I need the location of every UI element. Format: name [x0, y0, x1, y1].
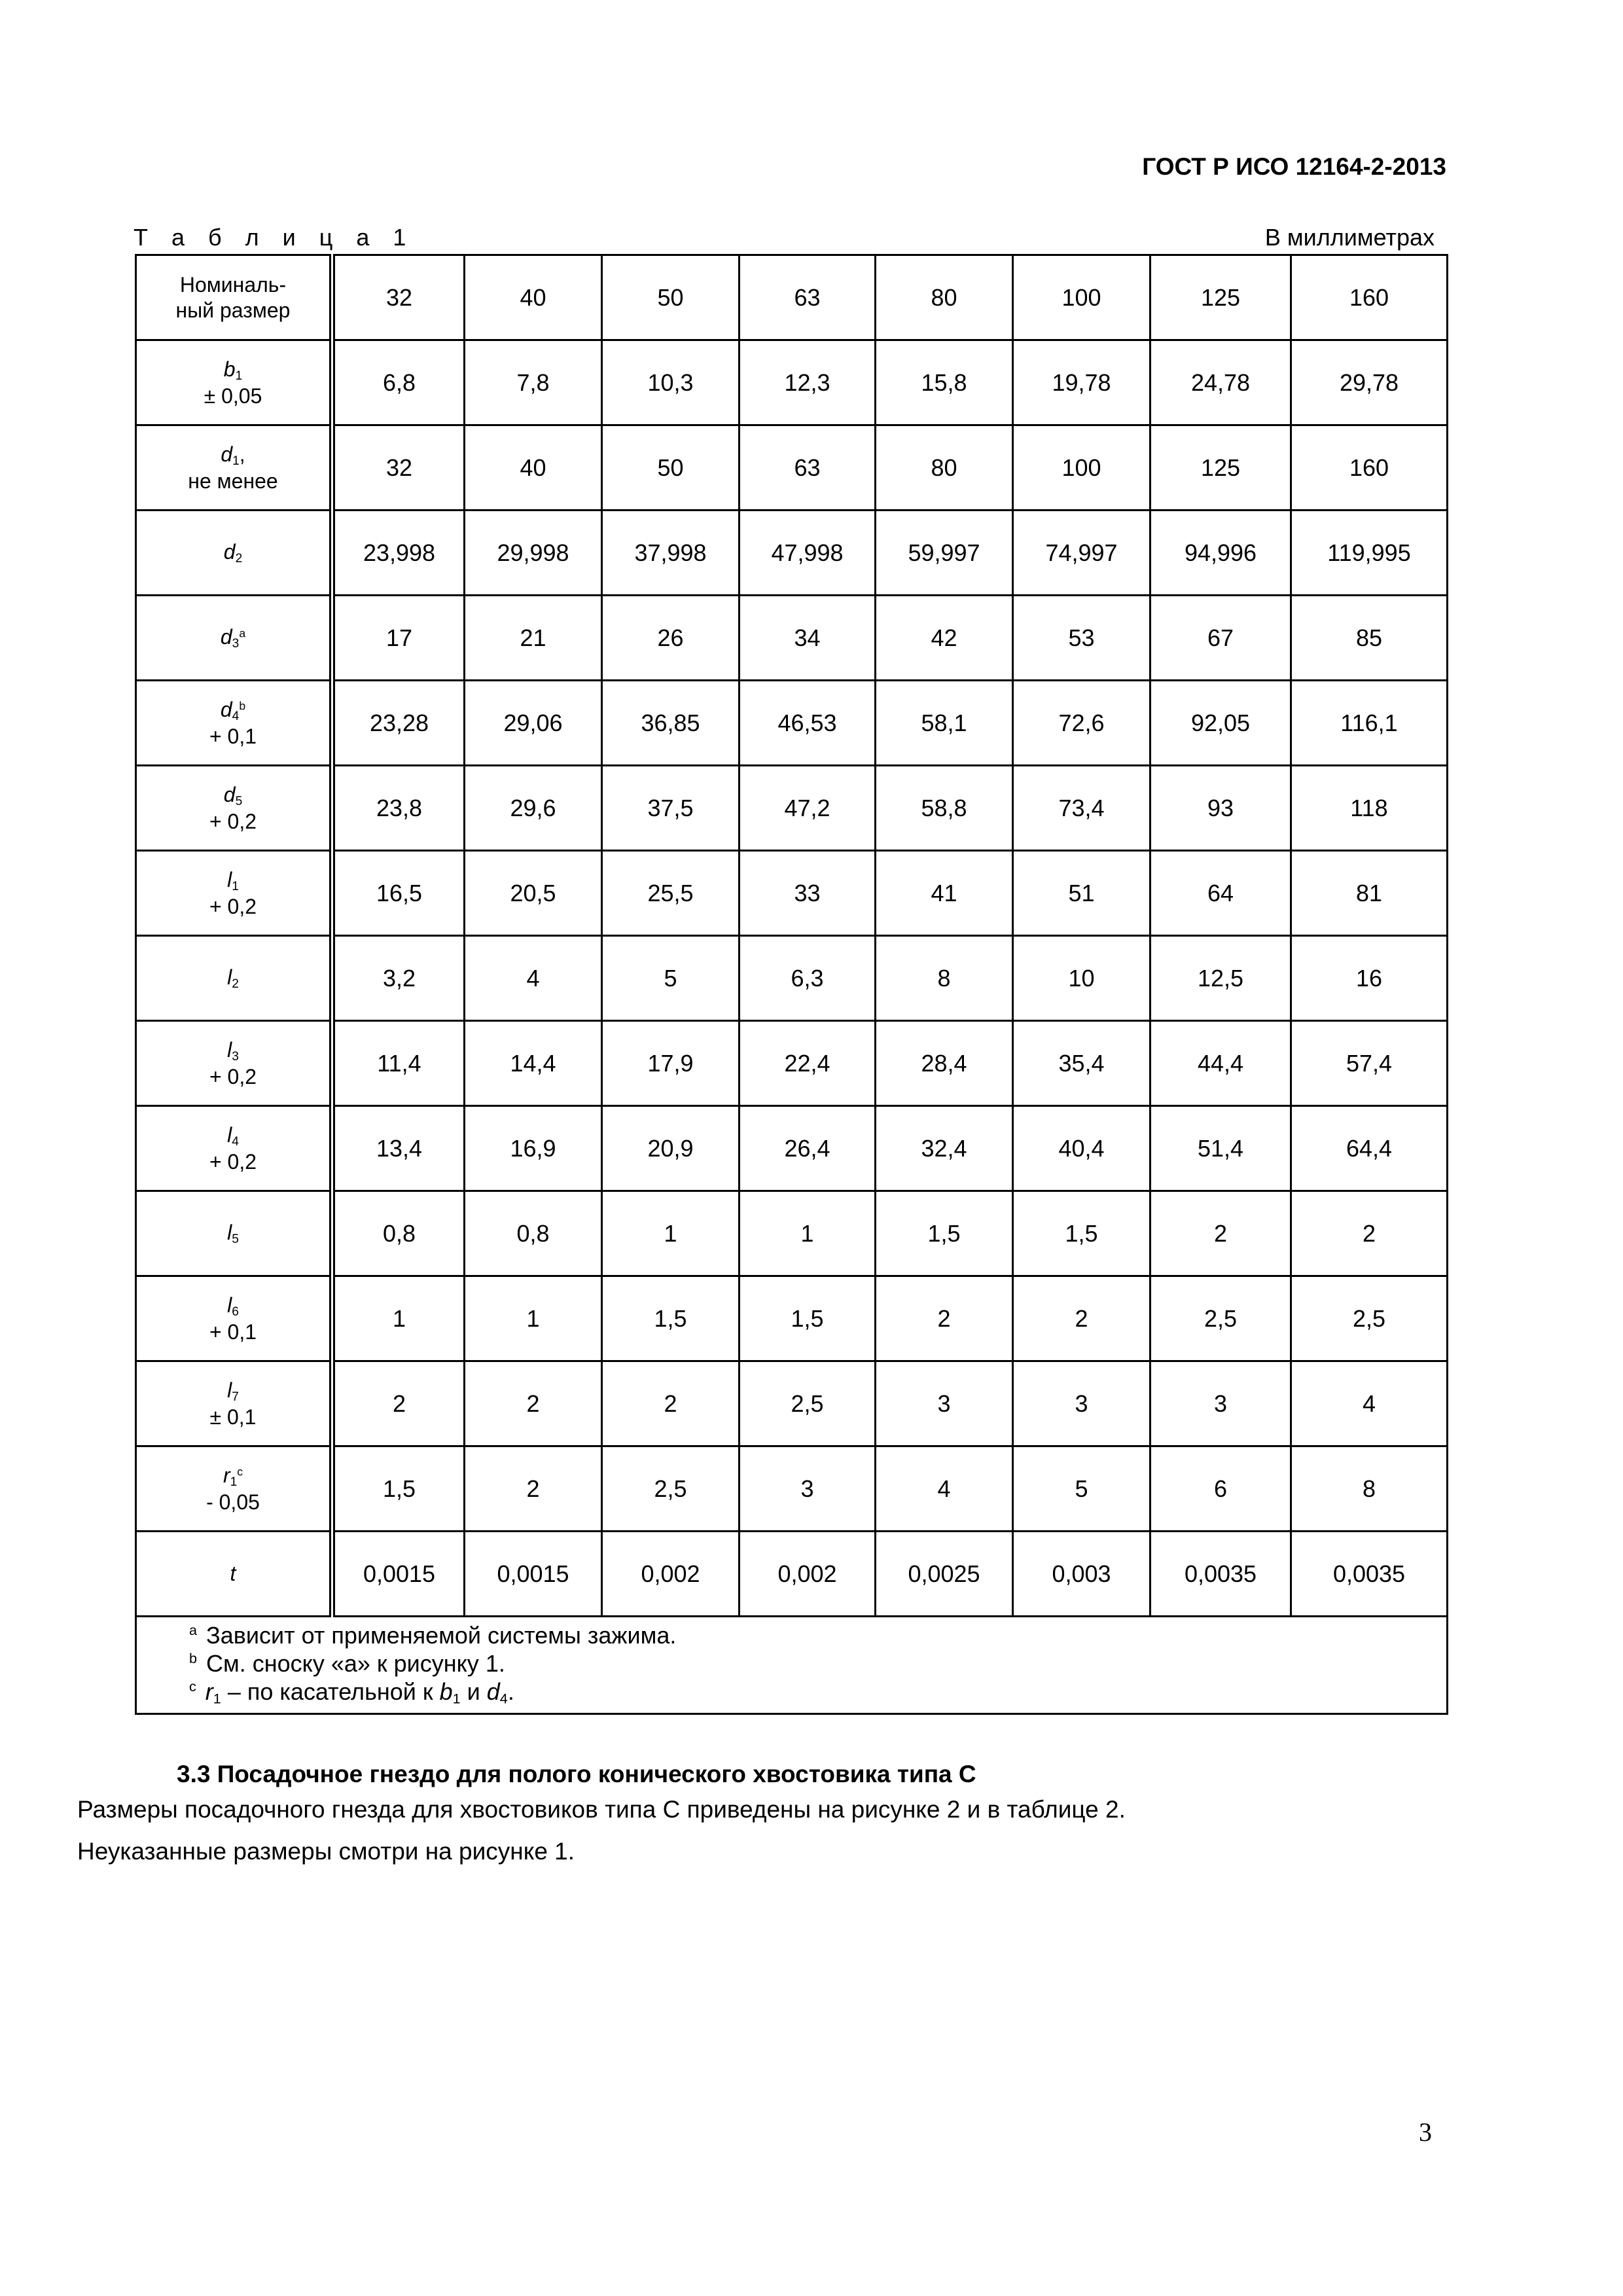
table-cell: 58,8	[876, 766, 1013, 851]
table-cell: 36,85	[602, 681, 740, 766]
table-cell: 0,0025	[876, 1532, 1013, 1617]
table-cell: 23,998	[332, 511, 465, 596]
parameter-label	[136, 1021, 332, 1106]
table-cell: 6,8	[332, 340, 465, 425]
table-cell: 0,002	[740, 1532, 876, 1617]
table-cell: 1	[740, 1191, 876, 1276]
table-cell: 0,002	[602, 1532, 740, 1617]
parameter-tolerance: + 0,1	[209, 724, 257, 748]
parameter-subscript: 2	[232, 977, 239, 991]
nominal-size-cell: 80	[876, 255, 1013, 340]
table-cell: 23,28	[332, 681, 465, 766]
parameter-subscript: 5	[235, 794, 243, 808]
parameter-tolerance: + 0,2	[209, 809, 257, 833]
note-c-sub-d: 4	[499, 1690, 508, 1707]
parameter-label	[136, 511, 332, 596]
table-cell: 3,2	[332, 936, 465, 1021]
table-row	[136, 1106, 1448, 1191]
table-cell: 25,5	[602, 851, 740, 936]
note-b-mark: b	[189, 1650, 198, 1667]
table-cell: 2	[1013, 1276, 1150, 1361]
page-number: 3	[1419, 2117, 1432, 2147]
parameter-tolerance: + 0,2	[209, 894, 257, 918]
table-cell: 16,9	[465, 1106, 602, 1191]
table-cell: 0,0035	[1150, 1532, 1291, 1617]
note-c-symbol-r: r	[205, 1678, 213, 1706]
footnote-marker: b	[239, 699, 246, 713]
parameter-label	[136, 1361, 332, 1446]
table-cell: 64,4	[1291, 1106, 1448, 1191]
parameter-label	[136, 340, 332, 425]
table-row	[136, 1446, 1448, 1532]
table-row	[136, 511, 1448, 596]
parameter-symbol: l	[227, 1122, 232, 1147]
parameter-label	[136, 681, 332, 766]
table-cell: 0,0035	[1291, 1532, 1448, 1617]
standard-header: ГОСТ Р ИСО 12164-2-2013	[1142, 153, 1446, 180]
table-cell: 81	[1291, 851, 1448, 936]
nominal-size-cell: 125	[1150, 255, 1291, 340]
dimensions-table	[135, 254, 1448, 1715]
table-cell: 29,6	[465, 766, 602, 851]
table-row	[136, 1361, 1448, 1446]
parameter-suffix: ,	[239, 442, 245, 466]
parameter-tolerance: - 0,05	[206, 1490, 260, 1514]
nominal-size-cell: 40	[465, 255, 602, 340]
table-cell: 10,3	[602, 340, 740, 425]
note-c-sub-b: 1	[452, 1690, 461, 1707]
parameter-subscript: 1	[232, 454, 240, 468]
parameter-label	[136, 766, 332, 851]
parameter-label	[136, 1446, 332, 1532]
table-cell: 51,4	[1150, 1106, 1291, 1191]
section-title: 3.3 Посадочное гнездо для полого конического хвостовика типа С	[177, 1761, 976, 1787]
table-cell: 2	[876, 1276, 1013, 1361]
parameter-symbol: l	[227, 1221, 232, 1245]
footnote-marker: c	[237, 1465, 243, 1479]
table-cell: 5	[602, 936, 740, 1021]
table-cell: 64	[1150, 851, 1291, 936]
table-cell: 4	[465, 936, 602, 1021]
table-cell: 4	[876, 1446, 1013, 1532]
nominal-size-cell: 32	[332, 255, 465, 340]
table-cell: 1	[332, 1276, 465, 1361]
table-cell: 33	[740, 851, 876, 936]
table-cell: 6	[1150, 1446, 1291, 1532]
table-row	[136, 1532, 1448, 1617]
table-cell: 119,995	[1291, 511, 1448, 596]
parameter-subscript: 6	[232, 1304, 239, 1319]
parameter-subscript: 1	[235, 368, 243, 383]
parameter-symbol: d	[221, 442, 233, 466]
table-cell: 47,2	[740, 766, 876, 851]
table-cell: 100	[1013, 425, 1150, 511]
table-cell: 72,6	[1013, 681, 1150, 766]
table-cell: 80	[876, 425, 1013, 511]
table-row	[136, 851, 1448, 936]
table-cell: 29,998	[465, 511, 602, 596]
table-cell: 6,3	[740, 936, 876, 1021]
table-cell: 47,998	[740, 511, 876, 596]
nominal-size-row	[136, 255, 1448, 340]
table-cell: 125	[1150, 425, 1291, 511]
section-paragraph-2: Неуказанные размеры смотри на рисунке 1.	[77, 1838, 575, 1865]
parameter-tolerance: не менее	[188, 469, 278, 493]
table-cell: 0,0015	[465, 1532, 602, 1617]
table-cell: 20,5	[465, 851, 602, 936]
table-cell: 21	[465, 596, 602, 681]
note-c-symbol-d: d	[486, 1678, 500, 1706]
table-cell: 40	[465, 425, 602, 511]
parameter-label	[136, 936, 332, 1021]
table-notes-row	[136, 1617, 1448, 1714]
table-cell: 32	[332, 425, 465, 511]
parameter-subscript: 5	[232, 1232, 239, 1246]
table-cell: 94,996	[1150, 511, 1291, 596]
nominal-size-cell: 50	[602, 255, 740, 340]
table-cell: 12,5	[1150, 936, 1291, 1021]
note-a-text: Зависит от применяемой системы зажима.	[206, 1622, 677, 1649]
parameter-tolerance: ± 0,1	[209, 1405, 257, 1429]
table-notes	[136, 1617, 1448, 1714]
table-cell: 17,9	[602, 1021, 740, 1106]
table-cell: 57,4	[1291, 1021, 1448, 1106]
parameter-subscript: 1	[230, 1475, 238, 1489]
table-cell: 35,4	[1013, 1021, 1150, 1106]
parameter-label	[136, 1106, 332, 1191]
table-cell: 2,5	[1150, 1276, 1291, 1361]
nominal-size-label-line2: ный размер	[175, 298, 291, 322]
table-cell: 73,4	[1013, 766, 1150, 851]
table-cell: 19,78	[1013, 340, 1150, 425]
table-row	[136, 936, 1448, 1021]
table-row	[136, 425, 1448, 511]
parameter-tolerance: + 0,2	[209, 1064, 257, 1088]
table-cell: 5	[1013, 1446, 1150, 1532]
parameter-tolerance: + 0,2	[209, 1149, 257, 1174]
parameter-subscript: 1	[232, 879, 239, 893]
parameter-symbol: d	[223, 782, 236, 806]
table-cell: 44,4	[1150, 1021, 1291, 1106]
table-cell: 53	[1013, 596, 1150, 681]
note-b-text: См. сноску «а» к рисунку 1.	[206, 1650, 505, 1677]
table-cell: 3	[1013, 1361, 1150, 1446]
table-cell: 37,5	[602, 766, 740, 851]
parameter-symbol: l	[227, 1293, 232, 1317]
table-cell: 50	[602, 425, 740, 511]
table-cell: 63	[740, 425, 876, 511]
note-c	[189, 1677, 1446, 1707]
parameter-symbol: r	[223, 1463, 230, 1487]
table-cell: 1,5	[332, 1446, 465, 1532]
table-cell: 92,05	[1150, 681, 1291, 766]
table-cell: 0,8	[332, 1191, 465, 1276]
table-cell: 15,8	[876, 340, 1013, 425]
table-cell: 160	[1291, 425, 1448, 511]
table-cell: 16,5	[332, 851, 465, 936]
nominal-size-cell: 160	[1291, 255, 1448, 340]
table-cell: 3	[1150, 1361, 1291, 1446]
parameter-subscript: 4	[232, 1134, 239, 1149]
nominal-size-cell: 100	[1013, 255, 1150, 340]
table-cell: 14,4	[465, 1021, 602, 1106]
footnote-marker: a	[239, 626, 246, 640]
table-cell: 13,4	[332, 1106, 465, 1191]
table-cell: 0,8	[465, 1191, 602, 1276]
table-row	[136, 1191, 1448, 1276]
parameter-subscript: 4	[232, 709, 240, 723]
parameter-label	[136, 1276, 332, 1361]
table-cell: 37,998	[602, 511, 740, 596]
table-cell: 29,06	[465, 681, 602, 766]
table-cell: 2	[332, 1361, 465, 1446]
parameter-label	[136, 425, 332, 511]
table-cell: 4	[1291, 1361, 1448, 1446]
table-cell: 74,997	[1013, 511, 1150, 596]
table-caption: Т а б л и ц а 1	[134, 224, 415, 251]
table-cell: 2	[465, 1361, 602, 1446]
parameter-symbol: d	[223, 540, 236, 564]
table-cell: 2,5	[740, 1361, 876, 1446]
table-cell: 20,9	[602, 1106, 740, 1191]
note-b	[189, 1649, 1446, 1677]
parameter-subscript: 7	[232, 1390, 239, 1404]
parameter-subscript: 2	[235, 551, 243, 565]
note-a-mark: a	[189, 1622, 198, 1639]
table-cell: 32,4	[876, 1106, 1013, 1191]
table-cell: 1,5	[1013, 1191, 1150, 1276]
parameter-subscript: 3	[232, 1049, 239, 1064]
table-cell: 16	[1291, 936, 1448, 1021]
parameter-symbol: d	[220, 697, 232, 721]
parameter-label	[136, 1191, 332, 1276]
table-cell: 51	[1013, 851, 1150, 936]
parameter-symbol: l	[227, 1378, 232, 1402]
table-cell: 29,78	[1291, 340, 1448, 425]
table-cell: 1,5	[876, 1191, 1013, 1276]
table-cell: 26	[602, 596, 740, 681]
table-cell: 46,53	[740, 681, 876, 766]
table-cell: 0,003	[1013, 1532, 1150, 1617]
table-cell: 11,4	[332, 1021, 465, 1106]
note-c-text3: .	[507, 1678, 514, 1706]
table-cell: 118	[1291, 766, 1448, 851]
table-cell: 1,5	[740, 1276, 876, 1361]
table-cell: 59,997	[876, 511, 1013, 596]
table-cell: 2,5	[1291, 1276, 1448, 1361]
parameter-symbol: t	[230, 1562, 236, 1586]
table-cell: 40,4	[1013, 1106, 1150, 1191]
table-cell: 0,0015	[332, 1532, 465, 1617]
table-cell: 67	[1150, 596, 1291, 681]
table-cell: 2	[1150, 1191, 1291, 1276]
table-cell: 2	[1291, 1191, 1448, 1276]
table-cell: 34	[740, 596, 876, 681]
table-cell: 26,4	[740, 1106, 876, 1191]
parameter-label	[136, 596, 332, 681]
parameter-symbol: b	[223, 357, 236, 381]
table-cell: 93	[1150, 766, 1291, 851]
table-cell: 12,3	[740, 340, 876, 425]
parameter-subscript: 3	[232, 636, 240, 651]
table-cell: 3	[740, 1446, 876, 1532]
table-cell: 8	[1291, 1446, 1448, 1532]
nominal-size-cell: 63	[740, 255, 876, 340]
parameter-symbol: l	[227, 965, 232, 990]
table-row	[136, 340, 1448, 425]
table-cell: 24,78	[1150, 340, 1291, 425]
parameter-tolerance: ± 0,05	[204, 384, 262, 408]
parameter-symbol: l	[227, 867, 232, 891]
table-cell: 10	[1013, 936, 1150, 1021]
table-row	[136, 1021, 1448, 1106]
parameter-tolerance: + 0,1	[209, 1319, 257, 1344]
table-cell: 23,8	[332, 766, 465, 851]
parameter-label	[136, 1532, 332, 1617]
table-cell: 1	[602, 1191, 740, 1276]
table-row	[136, 1276, 1448, 1361]
table-cell: 1,5	[602, 1276, 740, 1361]
table-cell: 8	[876, 936, 1013, 1021]
units-label: В миллиметрах	[1264, 224, 1435, 251]
note-c-text2: и	[460, 1678, 487, 1706]
table-cell: 2	[465, 1446, 602, 1532]
note-a	[189, 1621, 1446, 1649]
nominal-size-label-line1: Номиналь-	[179, 273, 287, 297]
table-cell: 3	[876, 1361, 1013, 1446]
nominal-size-label	[136, 255, 332, 340]
table-cell: 58,1	[876, 681, 1013, 766]
parameter-symbol: l	[227, 1037, 232, 1062]
table-cell: 7,8	[465, 340, 602, 425]
note-c-symbol-b: b	[439, 1678, 453, 1706]
table-cell: 41	[876, 851, 1013, 936]
table-cell: 1	[465, 1276, 602, 1361]
table-row	[136, 681, 1448, 766]
table-cell: 2,5	[602, 1446, 740, 1532]
table-cell: 17	[332, 596, 465, 681]
table-cell: 28,4	[876, 1021, 1013, 1106]
note-c-sub-r: 1	[213, 1690, 221, 1707]
parameter-symbol: d	[220, 625, 232, 649]
note-c-text1: – по касательной к	[221, 1678, 440, 1706]
parameter-label	[136, 851, 332, 936]
note-c-mark: c	[189, 1678, 196, 1695]
table-row	[136, 766, 1448, 851]
table-cell: 22,4	[740, 1021, 876, 1106]
table-cell: 116,1	[1291, 681, 1448, 766]
table-cell: 42	[876, 596, 1013, 681]
section-paragraph-1: Размеры посадочного гнезда для хвостовиков типа С приведены на рисунке 2 и в таблице 2.	[77, 1796, 1126, 1823]
table-cell: 85	[1291, 596, 1448, 681]
table-row	[136, 596, 1448, 681]
table-cell: 2	[602, 1361, 740, 1446]
